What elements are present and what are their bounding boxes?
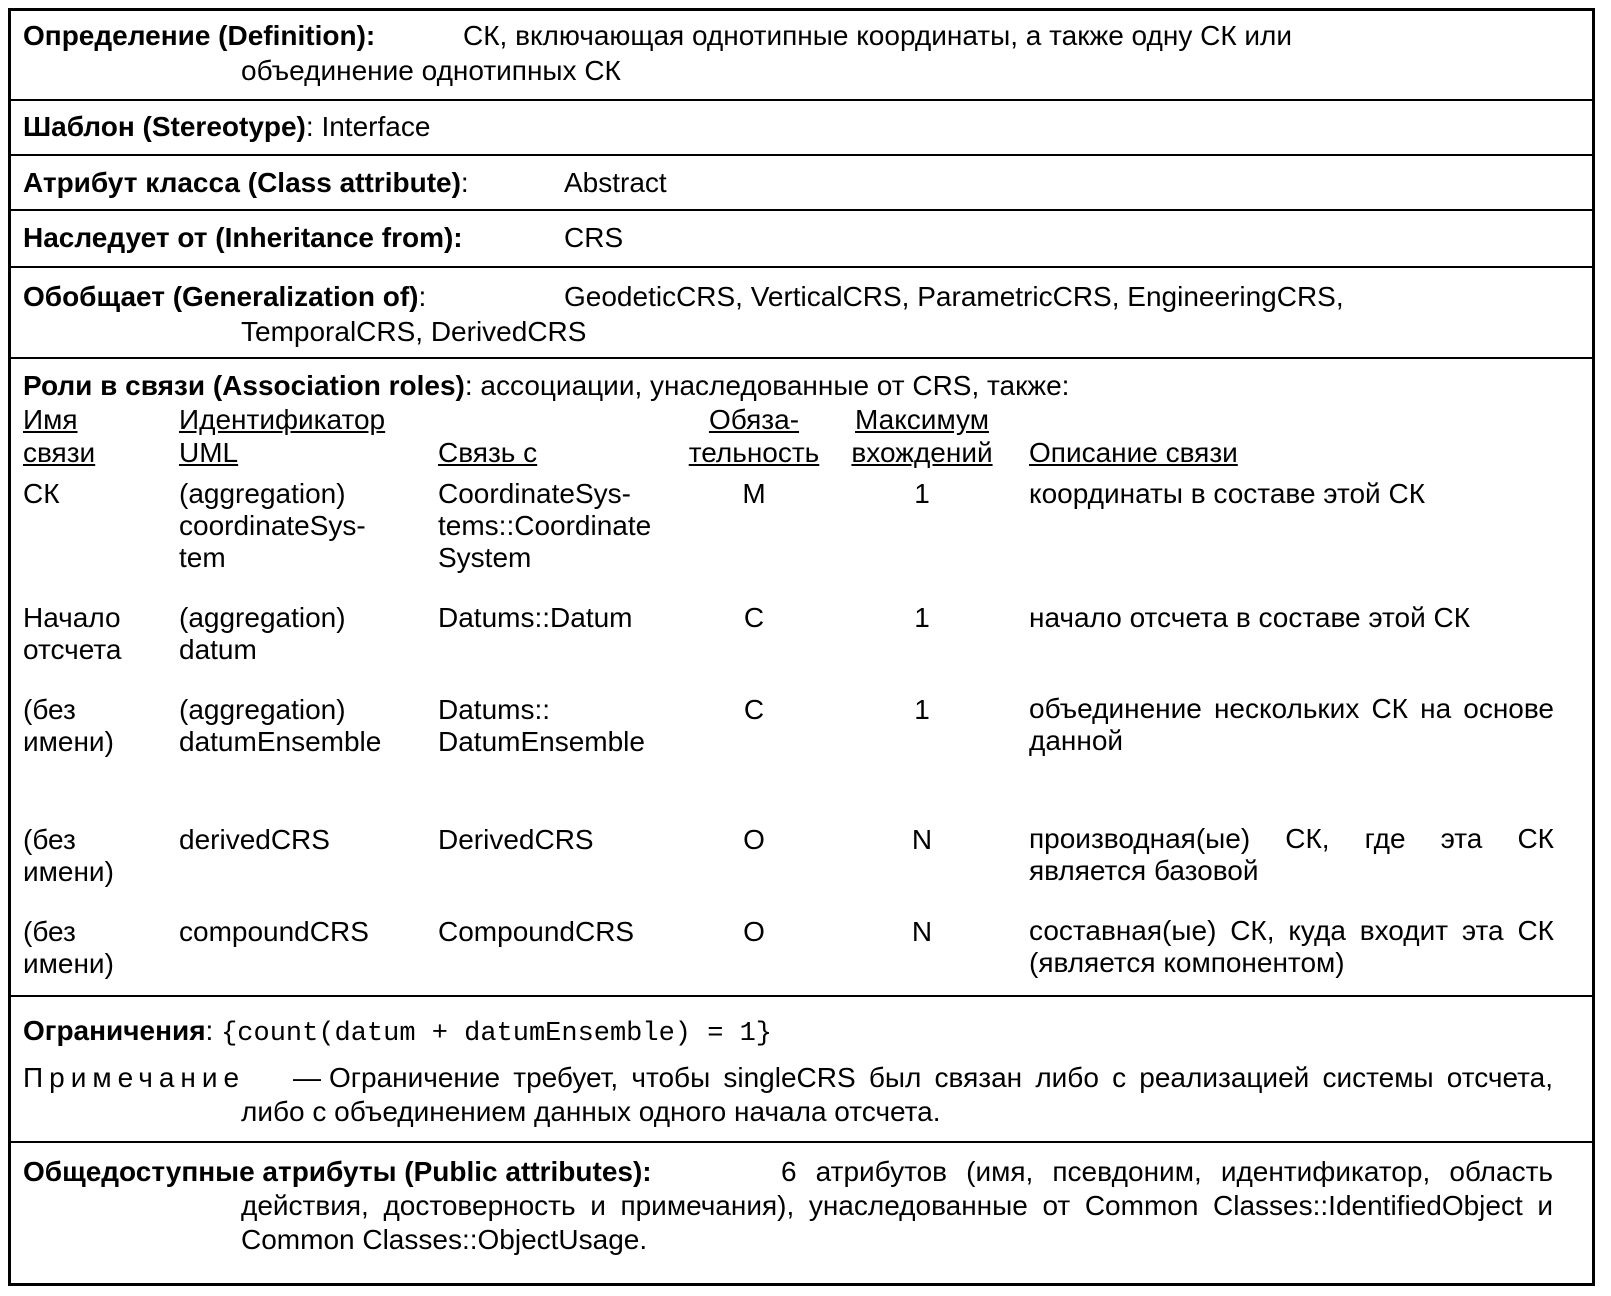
constraints-row <box>23 1014 772 1051</box>
row-assoc: Datums::Datum <box>438 602 633 633</box>
definition-section <box>11 11 1592 101</box>
row-uml: compoundCRS <box>179 916 369 947</box>
row-desc: объединение нескольких СК на основе данной <box>1029 693 1554 756</box>
association-intro: : ассоциации, унаследованные от CRS, также: <box>464 370 1070 401</box>
row-name: (без <box>23 824 76 855</box>
row-uml: datumEnsemble <box>179 726 382 757</box>
row-max: 1 <box>914 478 930 509</box>
constraints-colon: : <box>205 1015 214 1046</box>
row-oblig: M <box>742 478 766 509</box>
header-oblig-l2: тельность <box>688 437 820 468</box>
row-oblig: O <box>743 916 765 947</box>
association-title-row <box>23 369 1069 403</box>
class-attribute-section <box>11 156 1592 211</box>
row-assoc: tems::Coordinate <box>438 510 652 541</box>
row-assoc: CompoundCRS <box>438 916 635 947</box>
class-attribute-value: Abstract <box>564 167 667 198</box>
header-assoc: Связь с <box>438 437 538 468</box>
constraints-code: {count(datum + datumEnsemble) = 1} <box>221 1019 772 1049</box>
row-max: N <box>911 916 933 947</box>
inheritance-value: CRS <box>564 222 624 253</box>
stereotype-row <box>23 110 430 144</box>
header-desc: Описание связи <box>1029 437 1238 468</box>
header-name-l2: связи <box>23 437 96 468</box>
association-section <box>11 359 1592 997</box>
class-attribute-row <box>23 166 469 200</box>
header-max-l2: вхождений <box>851 437 993 468</box>
row-max: 1 <box>914 602 930 633</box>
row-name: (без <box>23 694 76 725</box>
inheritance-section <box>11 211 1592 268</box>
class-description-table <box>8 8 1595 1286</box>
association-label: Роли в связи (Association roles) <box>23 370 465 401</box>
inheritance-label: Наследует от (Inheritance from): <box>23 222 463 253</box>
row-oblig: C <box>743 694 765 725</box>
public-attributes-section <box>11 1143 1592 1283</box>
row-max: 1 <box>914 694 930 725</box>
note-text: Ограничение требует, чтобы singleCRS был связан либо с реализацией системы отсчета, либо с объединением данных одного начала отсчета. <box>241 1062 1553 1127</box>
row-name: Начало <box>23 602 121 633</box>
row-name: имени) <box>23 856 114 887</box>
row-uml: (aggregation) <box>179 602 346 633</box>
generalization-colon: : <box>418 281 427 312</box>
row-desc: производная(ые) СК, где эта СК является базовой <box>1029 823 1554 886</box>
header-oblig-l1: Обяза- <box>708 404 800 435</box>
row-uml: tem <box>179 542 226 573</box>
public-attributes-text: 6 атрибутов (имя, псевдоним, идентификатор, область действия, достоверность и примечания), унаследованные от Common Classes::IdentifiedObject и Common Classes::ObjectUsage. <box>241 1156 1553 1255</box>
stereotype-label: Шаблон (Stereotype) <box>23 111 306 142</box>
definition-text-line1: СК, включающая однотипные координаты, а также одну СК или <box>463 20 1293 51</box>
generalization-section <box>11 268 1592 359</box>
generalization-line1: GeodeticCRS, VerticalCRS, ParametricCRS, EngineeringCRS, <box>564 281 1344 312</box>
row-oblig: C <box>743 602 765 633</box>
row-name: СК <box>23 478 60 509</box>
row-uml: (aggregation) <box>179 478 346 509</box>
row-uml: coordinateSys- <box>179 510 366 541</box>
row-desc: координаты в составе этой СК <box>1029 478 1426 509</box>
row-name: (без <box>23 916 76 947</box>
header-max-l1: Максимум <box>855 404 989 435</box>
row-assoc: System <box>438 542 532 573</box>
row-uml: (aggregation) <box>179 694 346 725</box>
row-desc: начало отсчета в составе этой СК <box>1029 602 1471 633</box>
definition-label: Определение (Definition): <box>23 20 376 51</box>
row-uml: datum <box>179 634 257 665</box>
row-oblig: O <box>743 824 765 855</box>
note-label: Примечание <box>23 1062 246 1093</box>
row-assoc: CoordinateSys- <box>438 478 631 509</box>
row-assoc: DerivedCRS <box>438 824 594 855</box>
header-uml-l1: Идентификатор <box>179 404 386 435</box>
stereotype-colon: : <box>305 111 314 142</box>
class-attribute-colon: : <box>460 167 469 198</box>
public-attributes-label: Общедоступные атрибуты (Public attributes): <box>23 1156 652 1187</box>
row-name: имени) <box>23 726 114 757</box>
stereotype-value: Interface <box>321 111 431 142</box>
constraints-section <box>11 997 1592 1143</box>
constraints-label: Ограничения <box>23 1015 206 1046</box>
definition-text-line2: объединение однотипных СК <box>241 55 621 86</box>
generalization-line2: TemporalCRS, DerivedCRS <box>241 316 587 347</box>
row-assoc: Datums:: <box>438 694 551 725</box>
note-dash: — <box>293 1062 321 1093</box>
row-max: N <box>911 824 933 855</box>
row-assoc: DatumEnsemble <box>438 726 645 757</box>
generalization-label-row <box>23 280 426 314</box>
stereotype-section <box>11 101 1592 156</box>
row-uml: derivedCRS <box>179 824 330 855</box>
row-name: имени) <box>23 948 114 979</box>
header-name-l1: Имя <box>23 404 78 435</box>
generalization-label: Обобщает (Generalization of) <box>23 281 419 312</box>
row-name: отсчета <box>23 634 122 665</box>
row-desc: составная(ые) СК, куда входит эта СК (является компонентом) <box>1029 915 1554 978</box>
header-uml-l2: UML <box>179 437 239 468</box>
class-attribute-label: Атрибут класса (Class attribute) <box>23 167 461 198</box>
